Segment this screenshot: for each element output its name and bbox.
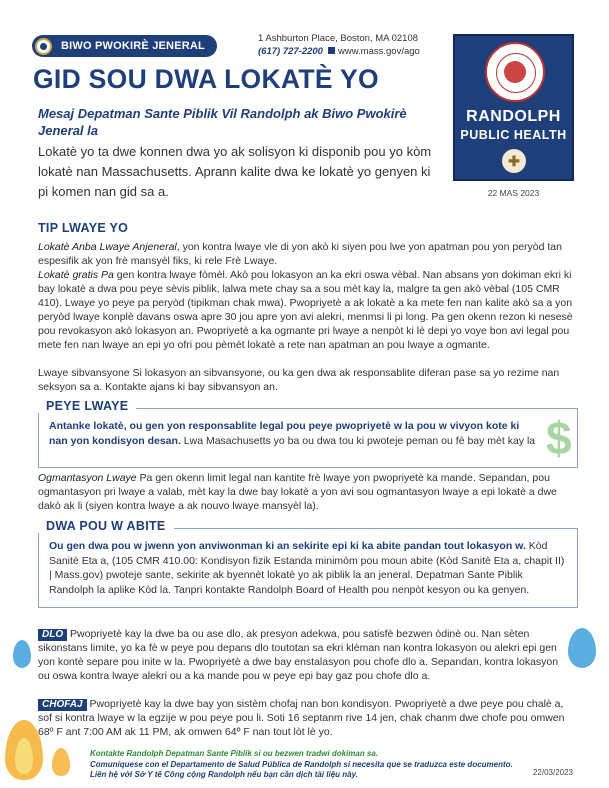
abite-heading: DWA POU W ABITE	[38, 519, 174, 533]
tip-heading: TIP LWAYE YO	[38, 221, 129, 235]
water-drop-icon	[568, 628, 596, 668]
water-drop-icon	[13, 640, 31, 668]
tip-paragraph-3: Lwaye sibvansyone Si lokasyon an sibvansyone, ou ka gen dwa ak responsablite diferan pase sa yo rezime nan seksyon sa a. Kontakte ajans ki bay sibvansyon an.	[38, 367, 560, 393]
peye-body	[49, 419, 539, 448]
ago-website[interactable]: www.mass.gov/ago	[337, 46, 420, 57]
ago-seal-icon	[35, 38, 52, 55]
ago-phone: (617) 727-2200	[258, 46, 323, 57]
rph-line1: RANDOLPH	[466, 108, 561, 125]
abite-text: Kòd Sanitè Eta a, (105 CMR 410.00: Kondisyon fizik Estanda minimòm pou moun abite (Kòd Sanitè Eta a, chapit II) | Mass.gov) pwoteje sante, sekirite ak byennèt lokatè yo ak piblik la an jeneral. Depatman Sante Piblik Randolph la aplike Kòd la. Tanpri kontakte Randolph Board of Health pou nenpòt kesyon ou ka genyen.	[49, 540, 565, 596]
abite-bold: Ou gen dwa pou w jwenn yon anviwonman ki an sekirite epi ki ka abite pandan tout lokasyon w.	[49, 540, 526, 552]
rph-line2: PUBLIC HEALTH	[460, 128, 567, 142]
tip-text-2: gen kontra lwaye fòmèl. Akò pou lokasyon an ka ekri oswa vèbal. Nan absans yon dokiman ekri ki bay lokatè a dwa pou peye sèvis piblik, lalwa mete chay sa a sou mèt kay la, malgre ta gen akò vèbal (105 CMR 410). Lwaye yo peye pa peryòd (tipikman chak mwa). Pwopriyetè a ak lokatè a ka mete fen nan kalite akò sa a yon peryòd lwaye konplè davans oswa apre 30 jou apre yon avi alekri, menmsi li pi long. Pa gen okenn rezon ki nesesè pou revokasyon akò lokasyon an. Pwopriyetè a ka ogmante pri lwaye a nenpòt ki lè depi yo voye bon avi legal pou mete fen nan lwaye an epi yo ofri pou pèmèt lokatè a rete nan apatman an pou lwaye a ogmante.	[38, 269, 573, 351]
dlo-text: Pwopriyetè kay la dwe ba ou ase dlo, ak presyon adekwa, pou satisfè bezwen òdinè ou. Nan sèten sikonstans limite, yo ka fè w peye pou depans dlo toutotan sa ekri klèman nan kontra lokasyon ou alekri epi gen yon kontè separe pou inite w la. Pwopriyetè a dwe bay enstalasyon pou chofe dlo a. Sepandan, kontra lokasyon ou oswa kontra lwaye alekri ou a ka mande pou w peye epi bay gaz pou chofe dlo a.	[38, 628, 559, 682]
issue-date: 22 MAS 2023	[487, 188, 540, 198]
flame-icon	[52, 748, 70, 776]
intro-text: Lokatè yo ta dwe konnen dwa yo ak solisyon ki disponib pou yo kòm lokatè nan Massachusetts. Aprann kalite dwa ke lokatè yo genyen ki pi komen nan gid sa a.	[38, 144, 432, 199]
footer-line-spanish: Comuníquese con el Departamento de Salud Pública de Randolph si necesita que se traduzca este documento.	[90, 759, 513, 769]
peye-heading: PEYE LWAYE	[38, 399, 136, 413]
page-title: GID SOU DWA LOKATÈ YO	[33, 64, 379, 94]
page-subtitle: Mesaj Depatman Sante Piblik Vil Randolph ak Biwo Pwokirè Jeneral la	[38, 106, 407, 138]
chofaj-label: CHOFAJ	[38, 699, 87, 711]
footer-translation-notes	[90, 749, 513, 781]
ago-name: BIWO PWOKIRÈ JENERAL	[61, 40, 205, 52]
web-icon	[328, 47, 335, 54]
ago-badge	[32, 35, 217, 57]
chofaj-paragraph	[38, 697, 568, 739]
ogmantasyon-text: Pa gen okenn limit legal nan kantite frè lwaye yon pwopriyetè ka mande. Sepandan, pou ogmantasyon pri lwaye a valab, mèt kay la dwe bay lokatè a yon avi sou ogmantasyon lwaye a epi lokatè a dwe dakò ak li (siyen kontra lwaye a ak nouvo lwaye mansyèl la).	[38, 472, 557, 512]
dlo-paragraph	[38, 627, 568, 683]
ogmantasyon-paragraph	[38, 471, 578, 513]
ago-contact	[258, 32, 420, 58]
peye-lwaye-box	[38, 399, 578, 468]
health-cross-icon: ✚	[502, 149, 526, 173]
abite-body	[49, 539, 569, 597]
tip-term-1: Lokatè Anba Lwaye Anjeneral	[38, 241, 177, 253]
dollar-icon: $	[546, 412, 572, 464]
randolph-public-health-logo	[453, 34, 574, 181]
peye-bold: Antanke lokatè, ou gen yon responsablite legal pou peye pwopriyetè w la pou w vivyon kote ki nan yon kondisyon desan.	[49, 420, 520, 447]
tip-paragraph-1	[38, 240, 578, 268]
footer-date: 22/03/2023	[532, 768, 573, 777]
footer-line-vietnamese: Liên hệ với Sở Y tế Công cộng Randolph nếu bạn cần dịch tài liệu này.	[90, 770, 358, 779]
peye-text: Lwa Masachusetts yo ba ou dwa tou ki pwoteje peman ou fè bay mèt kay la	[180, 434, 536, 447]
tip-paragraph-2	[38, 268, 578, 352]
ogmantasyon-term: Ogmantasyon Lwaye	[38, 472, 137, 484]
footer-line-kreyol: Kontakte Randolph Depatman Sante Piblik si ou bezwen tradwi dokiman sa.	[90, 749, 379, 758]
ago-address: 1 Ashburton Place, Boston, MA 02108	[258, 33, 419, 44]
town-seal-icon	[485, 42, 545, 102]
dwa-abite-box	[38, 519, 578, 608]
tip-term-2: Lokatè gratis Pa	[38, 269, 114, 281]
tip-text-1: , yon kontra lwaye vle di yon akò ki siyen pou lwe yon apatman pou yon peryòd tan espesifik ak yon frè mansyèl fiks, ki rele Frè Lwaye.	[38, 241, 562, 267]
chofaj-text: Pwopriyetè kay la dwe bay yon sistèm chofaj nan bon kondisyon. Pwopriyetè a dwe peye pou chalè a, sof si kontra lwaye w la egzije w pou peye pou li. Soti 16 septanm rive 14 jen, chak chanm dwe chofe pou omwen 68º F ant 7:00 AM ak 11 PM, ak omwen 64º F nan tout lòt lè yo.	[38, 698, 565, 738]
dlo-label: DLO	[38, 629, 67, 641]
